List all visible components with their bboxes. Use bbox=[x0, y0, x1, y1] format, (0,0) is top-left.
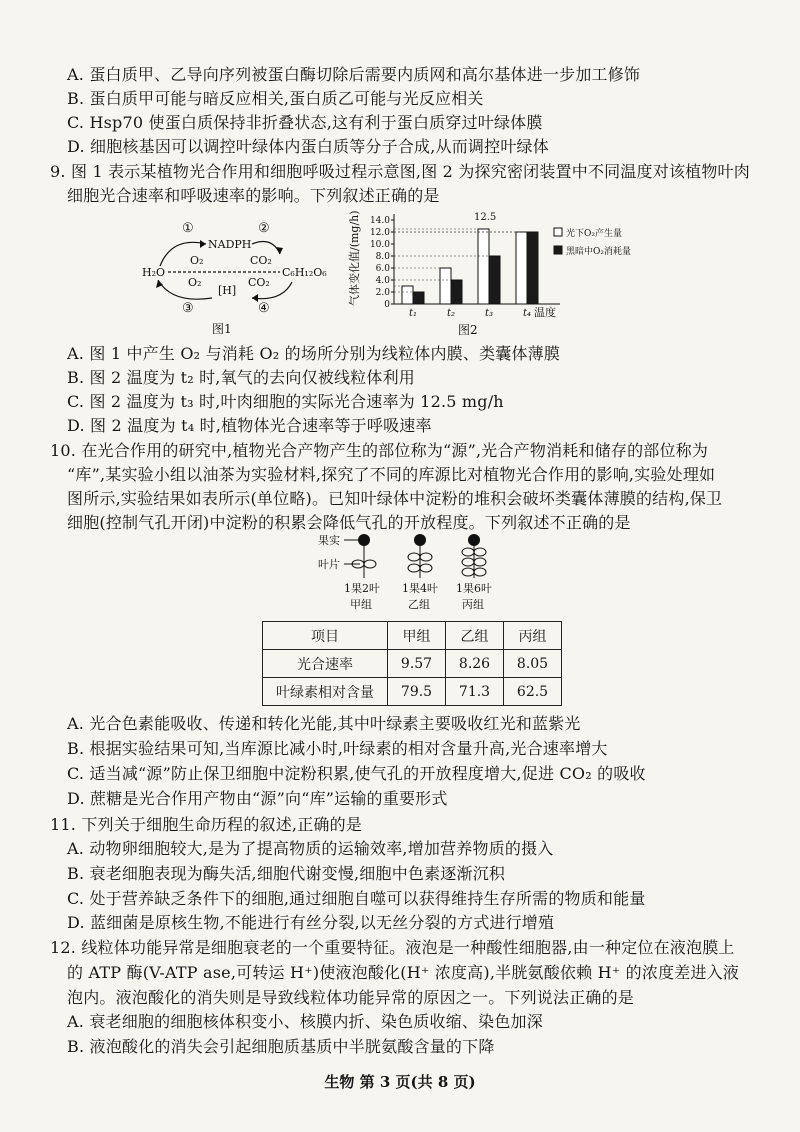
chart-legend-label: 光下O₂产生量 bbox=[566, 229, 622, 239]
chart-x-tick-label: t₃ bbox=[484, 308, 494, 319]
chart-bar bbox=[516, 232, 527, 304]
o2-label: O₂ bbox=[188, 276, 202, 289]
chart-bar bbox=[527, 232, 538, 304]
fruit bbox=[414, 534, 426, 546]
group-label: 1果4叶 bbox=[402, 582, 438, 595]
page-footer: 生物 第 3 页(共 8 页) bbox=[324, 1073, 476, 1091]
chart-legend-swatch bbox=[554, 246, 562, 254]
leaf bbox=[462, 548, 474, 556]
step-3-label: ③ bbox=[182, 301, 194, 316]
option-text: B. 图 2 温度为 t₂ 时,氧气的去向仅被线粒体利用 bbox=[67, 368, 415, 387]
group-label: 甲组 bbox=[350, 598, 372, 611]
option-text: A. 蛋白质甲、乙导向序列被蛋白酶切除后需要内质网和高尔基体进一步加工修饰 bbox=[67, 65, 641, 84]
table-cell: 光合速率 bbox=[263, 650, 388, 678]
fruit-label: 果实 bbox=[318, 534, 340, 547]
chart-y-tick-label: 14.0 bbox=[369, 216, 390, 226]
chart-legend-label: 黑暗中O₂消耗量 bbox=[566, 247, 631, 257]
option-text: A. 图 1 中产生 O₂ 与消耗 O₂ 的场所分别为线粒体内膜、类囊体薄膜 bbox=[67, 344, 561, 363]
chart-legend-swatch bbox=[554, 228, 562, 236]
chart-y-tick-label: 8.0 bbox=[375, 252, 390, 262]
table-cell: 8.26 bbox=[446, 650, 504, 678]
fruit bbox=[358, 534, 370, 546]
table-header-cell: 项目 bbox=[263, 622, 388, 650]
option-text: C. 图 2 温度为 t₃ 时,叶肉细胞的实际光合速率为 12.5 mg/h bbox=[67, 392, 504, 411]
chart-y-tick-label: 4.0 bbox=[375, 276, 390, 286]
leaf bbox=[462, 568, 474, 576]
option-text: D. 蔗糖是光合作用产物由“源”向“库”运输的重要形式 bbox=[67, 789, 448, 808]
chart-y-axis-label: 气体变化值/(mg/h) bbox=[348, 210, 361, 306]
arrowhead bbox=[156, 280, 163, 288]
option-text: B. 液泡酸化的消失会引起细胞质基质中半胱氨酸含量的下降 bbox=[67, 1037, 495, 1056]
question-11-stem: 11. 下列关于细胞生命历程的叙述,正确的是 bbox=[50, 815, 363, 834]
arrowhead bbox=[200, 240, 206, 248]
question-10-stem: “库”,某实验小组以油茶为实验材料,探究了不同的库源比对植物光合作用的影响,实验处理如 bbox=[67, 465, 716, 484]
group-label: 1果6叶 bbox=[456, 582, 492, 595]
chart-y-tick-label: 2.0 bbox=[375, 288, 390, 298]
option-text: C. 适当减“源”防止保卫细胞中淀粉积累,使气孔的开放程度增大,促进 CO₂ 的吸收 bbox=[67, 764, 646, 783]
table-row bbox=[263, 650, 562, 678]
leaf bbox=[408, 564, 420, 572]
option-text: A. 动物卵细胞较大,是为了提高物质的运输效率,增加营养物质的摄入 bbox=[67, 839, 554, 858]
chart-y-tick-label: 12.0 bbox=[369, 228, 390, 238]
question-10-stem: 图所示,实验结果如表所示(单位略)。已知叶绿体中淀粉的堆积会破坏类囊体薄膜的结构,保卫 bbox=[67, 489, 723, 508]
arrow-path bbox=[252, 242, 280, 254]
leaf bbox=[364, 560, 376, 568]
figure-1-diagram bbox=[132, 214, 364, 338]
option-text: B. 衰老细胞表现为酶失活,细胞代谢变慢,细胞中色素逐渐沉积 bbox=[67, 864, 506, 883]
plant-treatment-diagram bbox=[316, 530, 506, 614]
o2-label: O₂ bbox=[190, 254, 204, 267]
table-cell: 62.5 bbox=[504, 678, 562, 706]
results-table bbox=[262, 621, 562, 706]
chart-bar bbox=[451, 280, 462, 304]
group-label: 1果2叶 bbox=[344, 582, 380, 595]
table-row bbox=[263, 678, 562, 706]
table-header-cell: 甲组 bbox=[388, 622, 446, 650]
option-text: A. 光合色素能吸收、传递和转化光能,其中叶绿素主要吸收红光和蓝紫光 bbox=[67, 714, 581, 733]
chart-annotation: 12.5 bbox=[474, 212, 497, 223]
fruit bbox=[468, 534, 480, 546]
arrow-path bbox=[158, 280, 212, 299]
chart-x-tick-label: t₁ bbox=[408, 308, 418, 319]
co2-label: CO₂ bbox=[250, 254, 272, 267]
table-cell: 叶绿素相对含量 bbox=[263, 678, 388, 706]
table-cell: 71.3 bbox=[446, 678, 504, 706]
figure-2-caption: 图2 bbox=[458, 323, 478, 337]
arrowhead bbox=[276, 247, 283, 254]
option-text: C. 处于营养缺乏条件下的细胞,通过细胞自噬可以获得维持生存所需的物质和能量 bbox=[67, 889, 646, 908]
table-cell: 79.5 bbox=[388, 678, 446, 706]
leaf bbox=[408, 553, 420, 561]
chart-bar bbox=[489, 256, 500, 304]
question-10-stem: 细胞(控制气孔开闭)中淀粉的积累会降低气孔的开放程度。下列叙述不正确的是 bbox=[67, 513, 631, 532]
leaf bbox=[474, 548, 486, 556]
chart-bar bbox=[413, 292, 424, 304]
option-text: D. 细胞核基因可以调控叶绿体内蛋白质等分子合成,从而调控叶绿体 bbox=[67, 137, 549, 156]
question-9-stem: 细胞光合速率和呼吸速率的影响。下列叙述正确的是 bbox=[67, 186, 440, 205]
table-cell: 9.57 bbox=[388, 650, 446, 678]
chart-y-tick-label: 0 bbox=[384, 300, 390, 310]
step-2-label: ② bbox=[258, 221, 270, 236]
option-text: D. 蓝细菌是原核生物,不能进行有丝分裂,以无丝分裂的方式进行增殖 bbox=[67, 913, 555, 932]
leaf bbox=[462, 558, 474, 566]
leaf bbox=[474, 558, 486, 566]
table-cell: 8.05 bbox=[504, 650, 562, 678]
leaf bbox=[420, 553, 432, 561]
question-9-stem: 9. 图 1 表示某植物光合作用和细胞呼吸过程示意图,图 2 为探究密闭装置中不同温度对该植物叶肉 bbox=[50, 162, 750, 181]
co2-label: CO₂ bbox=[248, 276, 270, 289]
leaf bbox=[420, 564, 432, 572]
nadph-label: NADPH bbox=[208, 238, 252, 251]
h-label: [H] bbox=[218, 284, 237, 297]
question-12-stem: 的 ATP 酶(V-ATP ase,可转运 H⁺)使液泡酸化(H⁺ 浓度高),半胱氨酸依赖 H⁺ 的浓度差进入液 bbox=[67, 963, 740, 982]
leaf-label: 叶片 bbox=[318, 558, 340, 571]
option-text: C. Hsp70 使蛋白质保持非折叠状态,这有利于蛋白质穿过叶绿体膜 bbox=[67, 113, 543, 132]
figure-1-caption: 图1 bbox=[212, 322, 232, 336]
arrowhead bbox=[252, 294, 258, 302]
group-label: 乙组 bbox=[408, 598, 430, 611]
option-text: D. 图 2 温度为 t₄ 时,植物体光合速率等于呼吸速率 bbox=[67, 416, 432, 435]
table-header-cell: 乙组 bbox=[446, 622, 504, 650]
chart-x-tick-label: t₄ bbox=[522, 308, 532, 319]
chart-bar bbox=[478, 229, 489, 304]
chart-y-tick-label: 10.0 bbox=[369, 240, 390, 250]
table-header-row bbox=[263, 622, 562, 650]
step-4-label: ④ bbox=[258, 301, 270, 316]
option-text: A. 衰老细胞的细胞核体积变小、核膜内折、染色质收缩、染色加深 bbox=[67, 1012, 543, 1031]
question-12-stem: 泡内。液泡酸化的消失则是导致线粒体功能异常的原因之一。下列说法正确的是 bbox=[67, 988, 635, 1007]
figure-2-chart bbox=[346, 206, 646, 338]
chart-x-tick-label: t₂ bbox=[446, 308, 456, 319]
leaf bbox=[474, 568, 486, 576]
glucose-label: C₆H₁₂O₆ bbox=[282, 266, 327, 279]
chart-y-tick-label: 6.0 bbox=[375, 264, 390, 274]
option-text: B. 根据实验结果可知,当库源比减小时,叶绿素的相对含量升高,光合速率增大 bbox=[67, 739, 608, 758]
step-1-label: ① bbox=[182, 221, 194, 236]
question-10-stem: 10. 在光合作用的研究中,植物光合产物产生的部位称为“源”,光合产物消耗和储存的部位称为 bbox=[50, 441, 709, 460]
group-label: 丙组 bbox=[462, 598, 484, 611]
h2o-label: H₂O bbox=[142, 266, 166, 279]
table-header-cell: 丙组 bbox=[504, 622, 562, 650]
chart-x-axis-label: 温度 bbox=[534, 306, 556, 319]
chart-bar bbox=[402, 286, 413, 304]
question-12-stem: 12. 线粒体功能异常是细胞衰老的一个重要特征。液泡是一种酸性细胞器,由一种定位在液泡膜上 bbox=[50, 938, 735, 957]
option-text: B. 蛋白质甲可能与暗反应相关,蛋白质乙可能与光反应相关 bbox=[67, 89, 484, 108]
chart-bar bbox=[440, 268, 451, 304]
